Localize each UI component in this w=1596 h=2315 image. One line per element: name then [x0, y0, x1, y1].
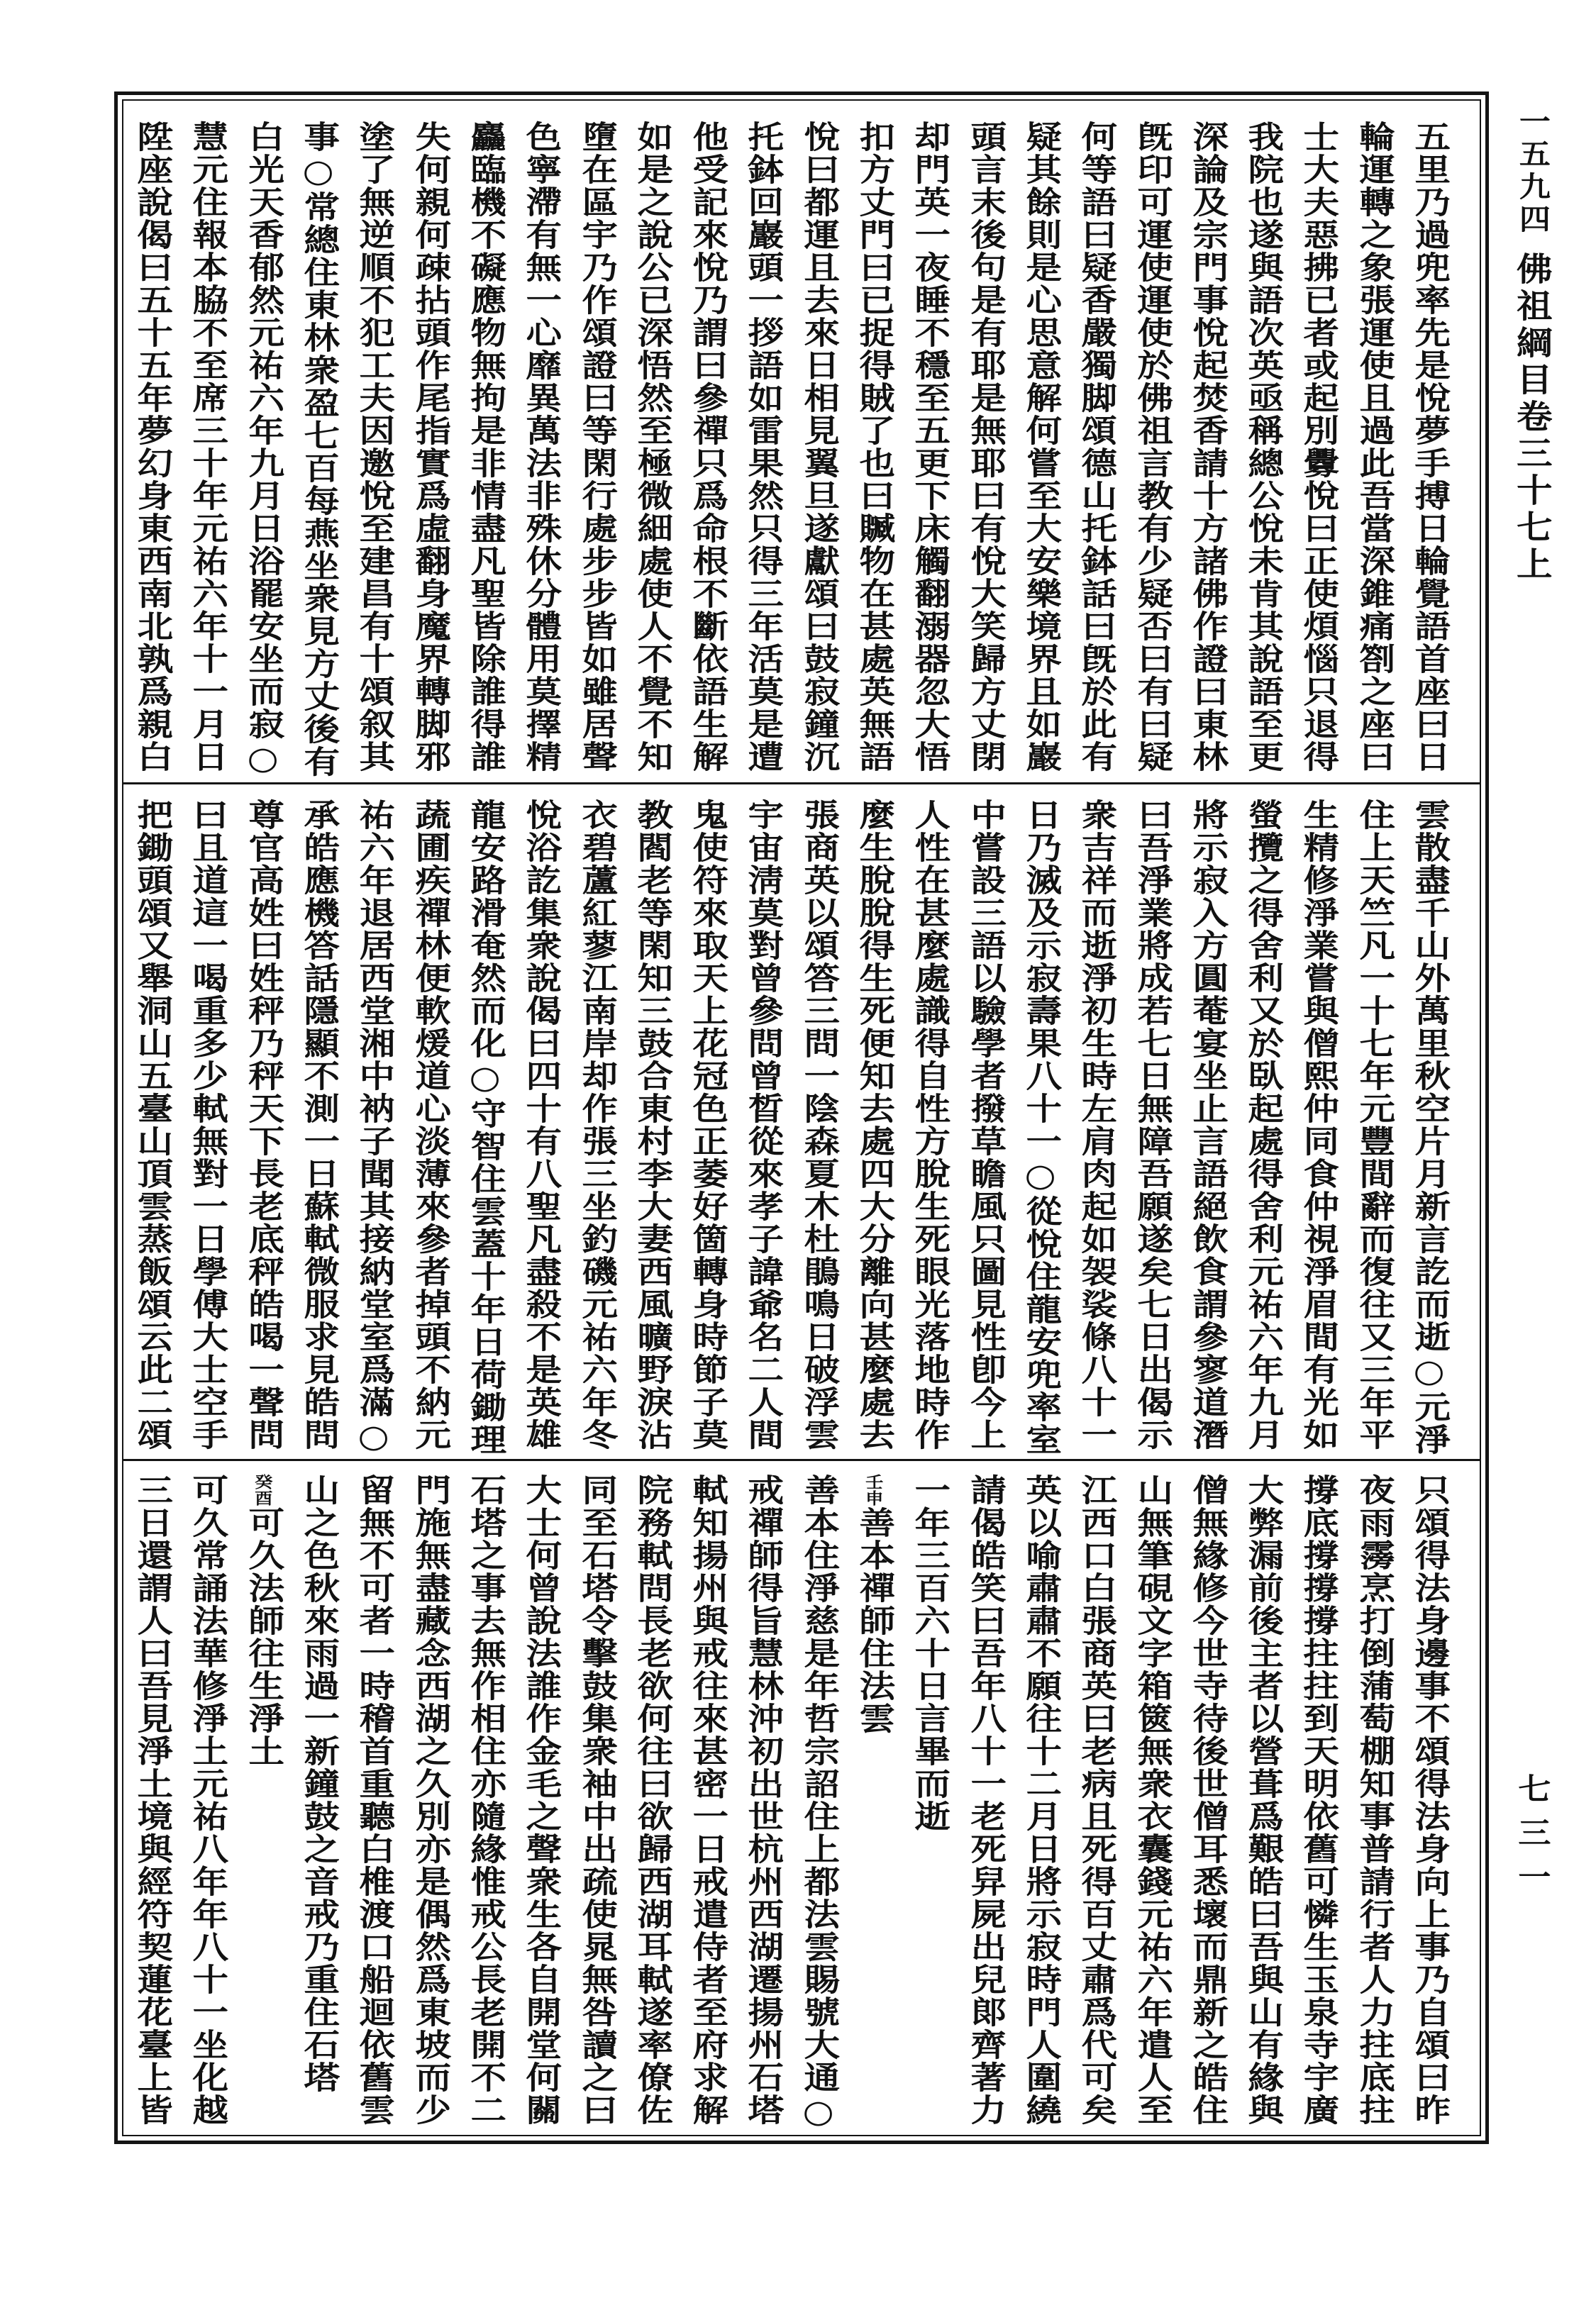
text-column: 悅曰都運且去來日相見翼旦遂獻頌曰鼓寂鐘沉 [797, 121, 839, 773]
text-column: 張商英以頌答三問一陰森夏木杜鵑鳴日破浮雲 [797, 799, 839, 1451]
text-column: 日乃滅及示寂壽果八十一○從悅住龍安兜率室 [1019, 799, 1061, 1456]
text-column: 墮在區宇乃作頌證曰等閑行處步步皆如雖居聲 [575, 121, 617, 773]
text-column: 中嘗設三語以驗學者撥草瞻風只圖見性卽今上 [963, 799, 1006, 1451]
text-column: 山無筆硯文字箱篋無衆衣囊錢元祐六年遣人至 [1130, 1474, 1173, 2126]
text-column: 只頌得法身邊事不頌得法身向上事乃自頌曰昨 [1408, 1474, 1450, 2126]
heading-title: 善本禪師住法雲 [853, 1506, 894, 1735]
text-column: 塗了無逆順不犯工夫因邀悅至建昌有十頌叙其 [353, 121, 395, 773]
text-column: 悅浴訖集衆說偈曰四十有八聖凡盡殺不是英雄 [519, 799, 562, 1451]
text-column: 失何親何疎拈頭作尾指實爲虛翻身魔界轉脚邪 [408, 121, 450, 773]
heading-column [233, 1474, 292, 2133]
text-column: 撐底撐撐撐拄拄到天明依舊可憐生玉泉寺宇廣 [1297, 1474, 1339, 2126]
year-annotation: 壬申 [863, 1474, 884, 1506]
text-column: 江西口白張商英曰老病且死得百丈肅爲代可矣 [1075, 1474, 1117, 2126]
text-column: 石塔之事去無作相住亦隨緣惟戒公長老開不二 [464, 1474, 506, 2126]
text-column: 可久常誦法華修淨土元祐八年年八十一坐化越 [186, 1474, 228, 2126]
text-column: 如是之說公已深悟然至極微細處使人不覺不知 [631, 121, 672, 773]
text-column: 僧無緣修今世寺待後世僧耳悉壞而鼎新之皓住 [1186, 1474, 1228, 2126]
text-column: 事○常總住東林衆盈七百每燕坐衆見方丈後有 [297, 121, 339, 778]
text-column: 衆吉祥而逝淨初生時左肩肉起如袈裟條八十一 [1075, 799, 1117, 1451]
text-column: 人性在甚麼處識得自性方脫生死眼光落地時作 [908, 799, 951, 1451]
text-column: 住上天竺凡一十七年元豐間辭而復往又三年平 [1352, 799, 1395, 1451]
folio-number: 七三一 [1513, 1773, 1552, 1905]
text-column: 雲散盡千山外萬里秋空片月新言訖而逝○元淨 [1408, 799, 1450, 1456]
text-column: 疑其餘則是心思意解何嘗至大安樂境界且如巖 [1019, 121, 1061, 773]
text-column: 三日還謂人曰吾見淨土境與經符契蓮花臺上皆 [131, 1474, 172, 2126]
text-column: 善本住淨慈是年哲宗詔住上都法雲賜號大通○ [797, 1474, 839, 2131]
text-column: 他受記來悅乃謂曰參禪只爲命根不斷依語生解 [686, 121, 728, 773]
text-column: 頭言末後句是有耶是無耶曰有悅大笑歸方丈閉 [963, 121, 1006, 773]
text-column: 生精修淨業嘗與僧熙仲同食仲視淨眉間有光如 [1297, 799, 1339, 1451]
text-column: 夜雨霶烹打倒蒲萄棚知事普請行者人力拄底拄 [1352, 1474, 1395, 2126]
text-column: 麤臨機不礙應物無拘是非情盡凡聖皆除誰得誰 [464, 121, 506, 773]
text-column: 請偈皓笑曰吾年八十一老死舁屍出兒郞齊著力 [963, 1474, 1006, 2126]
text-column: 深論及宗門事悅起焚香請十方諸佛作證曰東林 [1186, 121, 1228, 773]
text-column: 戒禪師得旨慧林沖初出世杭州西湖遷揚州石塔 [741, 1474, 784, 2126]
text-column: 慧元住報本脇不至席三十年元祐六年十一月日 [186, 121, 228, 773]
text-column: 一年三百六十日言畢而逝 [908, 1474, 951, 1833]
text-column: 扣方丈門曰已捉得賊了也曰贓物在甚處英無語 [853, 121, 894, 773]
text-column: 麼生脫脫得生死便知去處四大分離向甚麼處去 [853, 799, 894, 1451]
heading-title: 可久法師往生淨土 [241, 1506, 284, 1767]
text-column: 龍安路滑奄然而化○守智住雲蓋十年日荷鋤理 [464, 799, 506, 1456]
text-column: 何等語曰疑香嚴獨脚頌德山托鉢話曰旣於此有 [1075, 121, 1117, 773]
text-column: 旣印可運使運使於佛祖言教有少疑否曰有曰疑 [1130, 121, 1173, 773]
text-column: 五里乃過兜率先是悅夢手搏日輪覺語首座曰日 [1408, 121, 1450, 773]
text-column: 大士何曾說法誰作金毛之聲衆生各自開堂何關 [519, 1474, 562, 2126]
text-column: 我院也遂與語次英亟稱總公悅未肯其說語至更 [1241, 121, 1283, 773]
text-column: 蔬圃疾禪林便軟煖道心淡薄來參者掉頭不納元 [408, 799, 450, 1451]
text-column: 大弊漏前後主者以營葺爲艱皓曰吾與山有緣與 [1241, 1474, 1283, 2126]
text-column: 教閻老等閑知三鼓合東村李大妻西風曠野淚沾 [631, 799, 672, 1451]
text-column: 却門英一夜睡不穩至五更下床觸翻溺器忽大悟 [908, 121, 951, 773]
running-title: 佛祖綱目卷三十七上 [1511, 252, 1553, 584]
text-column: 將示寂入方圓菴宴坐止言語絕飲食謂參寥道潛 [1186, 799, 1228, 1451]
text-column: 曰且道這一喝重多少軾無對一日學傅大士空手 [186, 799, 228, 1451]
text-column: 院務軾問長老欲何往曰欲歸西湖耳軾遂率僚佐 [631, 1474, 672, 2126]
text-column: 留無不可者一時稽首重聽白椎渡口船迴依舊雲 [353, 1474, 395, 2126]
text-column: 輪運轉之象張運使且過此吾當深錐痛劄之座曰 [1352, 121, 1395, 773]
text-column: 祐六年退居西堂湘中衲子聞其接納堂室爲滿○ [353, 799, 395, 1456]
text-column: 宇宙淸莫對曾參問曾晳從來孝子諱爺名二人間 [741, 799, 784, 1451]
text-column: 軾知揚州與戒往來甚密一日戒遣侍者至府求解 [686, 1474, 728, 2126]
text-column: 士大夫惡拂已者或起別釁悅曰正使煩惱只退得 [1297, 121, 1339, 773]
text-column: 鬼使符來取天上花冠色正萎好箇轉身時節子莫 [686, 799, 728, 1451]
text-column: 色寧滯有無一心靡異萬法非殊休分體用莫擇精 [519, 121, 562, 773]
text-column: 門施無盡藏念西湖之久別亦是偶然爲東坡而少 [408, 1474, 450, 2126]
text-column: 托鉢回巖頭一拶語如雷果然只得三年活莫是遭 [741, 121, 784, 773]
text-column: 尊官高姓曰姓秤乃秤天下長老底秤皓喝一聲問 [241, 799, 284, 1451]
year-annotation: 癸酉 [251, 1474, 273, 1506]
text-column: 山之色秋來雨過一新鐘鼓之音戒乃重住石塔 [297, 1474, 339, 2094]
text-column: 衣碧蘆紅蓼江南岸却作張三坐釣磯元祐六年冬 [575, 799, 617, 1451]
heading-column [844, 1474, 903, 2133]
text-column: 英以喻肅肅不願往十二月日將示寂時門人圍繞 [1019, 1474, 1061, 2126]
page-number: 一五九四 [1514, 106, 1551, 237]
text-column: 白光天香郁然元祐六年九月日浴罷安坐而寂○ [241, 121, 284, 778]
text-column: 螢攬之得舍利又於臥起處得舍利元祐六年九月 [1241, 799, 1283, 1451]
text-column: 同至石塔令擊鼓集衆袖中出疏使晁無咎讀之曰 [575, 1474, 617, 2126]
text-column: 把鋤頭頌又舉洞山五臺山頂雲蒸飯頌云此二頌 [131, 799, 172, 1451]
text-column: 陞座說偈曰五十五年夢幻身東西南北孰爲親白 [131, 121, 172, 773]
text-column: 承皓應機答話隱顯不測一日蘇軾微服求見皓問 [297, 799, 339, 1451]
text-column: 曰吾淨業將成若七日無障吾願遂矣七日出偈示 [1130, 799, 1173, 1451]
